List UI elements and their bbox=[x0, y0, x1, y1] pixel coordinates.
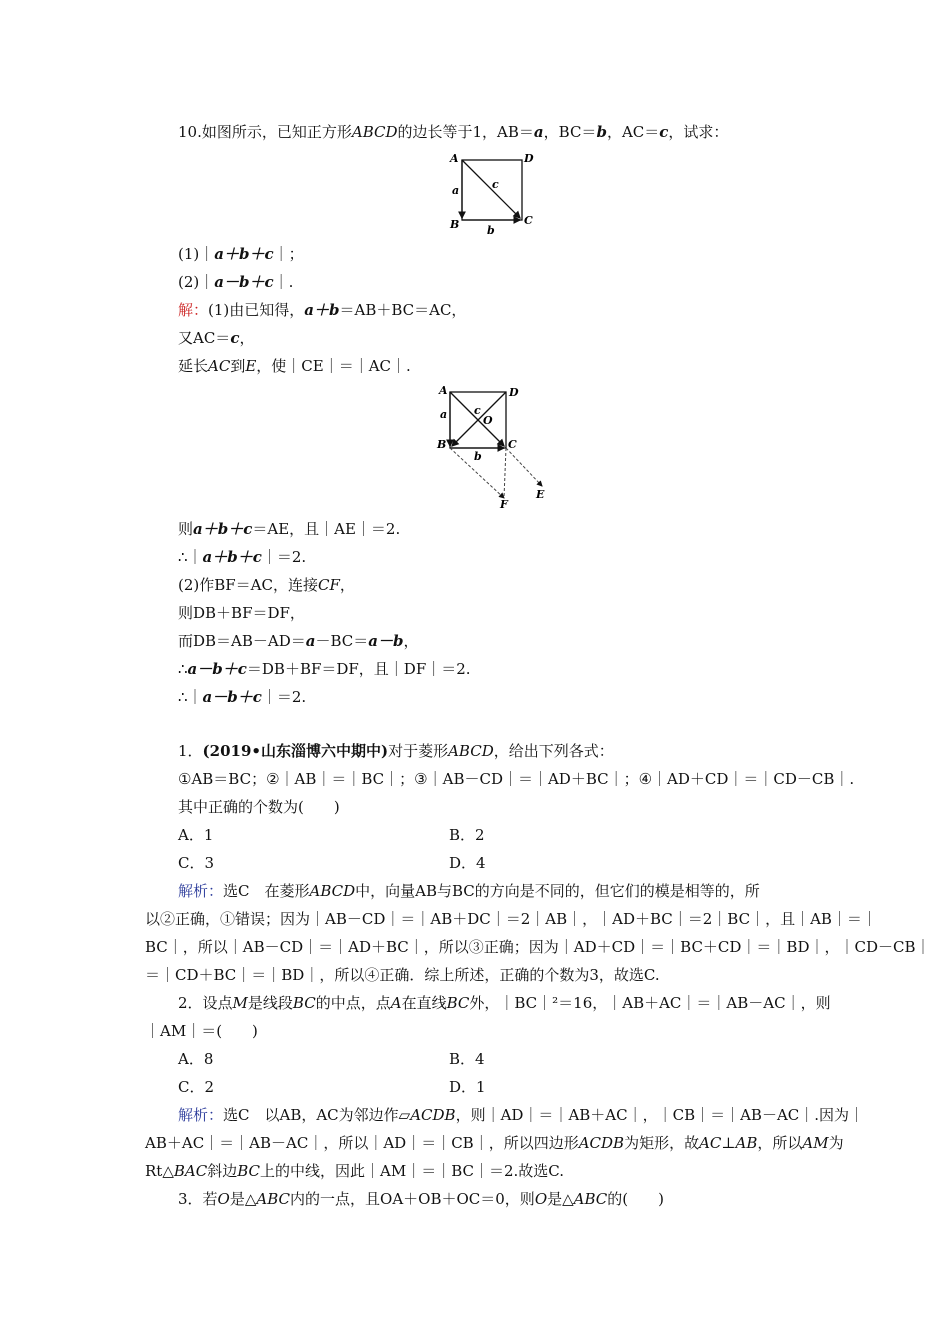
label-c: c bbox=[474, 404, 481, 417]
q1-option-a: A．1 bbox=[178, 826, 214, 844]
q1-option-c: C．3 bbox=[178, 854, 215, 872]
label-E: E bbox=[536, 488, 545, 501]
problem10-solution-line-2: 又AC＝c， bbox=[178, 329, 255, 347]
label-B: B bbox=[450, 218, 460, 231]
vector-c-arrow bbox=[450, 392, 504, 446]
label-F: F bbox=[500, 498, 508, 511]
square-figure-2 bbox=[430, 382, 560, 512]
label-a: a bbox=[452, 184, 460, 197]
dashed-cf-line bbox=[504, 448, 506, 498]
label-b: b bbox=[487, 224, 495, 237]
q1-analysis-line-3: BC｜，所以｜AB－CD｜＝｜AD＋BC｜，所以③正确；因为｜AD＋CD｜＝｜BC＋CD｜＝｜BD｜，｜CD－CB｜ bbox=[145, 938, 931, 956]
problem10-q2: (2)｜a－b＋c｜. bbox=[178, 273, 294, 291]
label-C: C bbox=[524, 214, 533, 227]
q1-analysis-line-1: 解析：选C 在菱形ABCD中，向量AB与BC的方向是不同的，但它们的模是相等的，所 bbox=[178, 882, 760, 900]
problem10-solution-line-3: 延长AC到E，使｜CE｜＝｜AC｜. bbox=[178, 357, 411, 375]
problem10-solution-line-8: 而DB＝AB－AD＝a－BC＝a－b， bbox=[178, 632, 419, 650]
label-A: A bbox=[450, 152, 459, 165]
problem10-solution-line-7: 则DB＋BF＝DF， bbox=[178, 604, 305, 622]
q2-analysis-line-1: 解析：选C 以AB，AC为邻边作▱ACDB，则｜AD｜＝｜AB＋AC｜，｜CB｜＝｜AB－AC｜.因为｜ bbox=[178, 1106, 865, 1124]
q2-analysis-line-2: AB＋AC｜＝｜AB－AC｜，所以｜AD｜＝｜CB｜，所以四边形ACDB为矩形，故AC⊥AB，所以AM为 bbox=[145, 1134, 844, 1152]
q3-stem: 3．若O是△ABC内的一点，且OA＋OB＋OC＝0，则O是△ABC的( ) bbox=[178, 1190, 665, 1208]
problem10-solution-line-1: 解：(1)由已知得，a＋b＝AB＋BC＝AC， bbox=[178, 301, 467, 319]
q1-stem: 1．(2019•山东淄博六中期中)对于菱形ABCD，给出下列各式： bbox=[178, 742, 614, 760]
q2-analysis-line-3: Rt△BAC斜边BC上的中线，因此｜AM｜＝｜BC｜＝2.故选C. bbox=[145, 1162, 564, 1180]
problem10-q1: (1)｜a＋b＋c｜； bbox=[178, 245, 304, 263]
label-a: a bbox=[440, 408, 448, 421]
vector-db-arrow bbox=[452, 392, 506, 446]
q1-option-b: B．2 bbox=[449, 826, 485, 844]
q1-option-d: D．4 bbox=[449, 854, 486, 872]
label-O: O bbox=[483, 414, 493, 427]
label-A: A bbox=[439, 384, 448, 397]
q2-stem-line-1: 2．设点M是线段BC的中点，点A在直线BC外，｜BC｜²＝16，｜AB＋AC｜＝｜AB－AC｜，则 bbox=[178, 994, 831, 1012]
label-c: c bbox=[492, 178, 499, 191]
label-C: C bbox=[508, 438, 517, 451]
q2-stem-line-2: ｜AM｜＝( ) bbox=[145, 1022, 258, 1040]
q1-analysis-line-4: ＝｜CD＋BC｜＝｜BD｜，所以④正确．综上所述，正确的个数为3，故选C. bbox=[145, 966, 660, 984]
square-figure-1 bbox=[440, 148, 540, 238]
label-D: D bbox=[524, 152, 534, 165]
problem10-solution-line-6: (2)作BF＝AC，连接CF， bbox=[178, 576, 355, 594]
q2-option-d: D．1 bbox=[449, 1078, 486, 1096]
vector-c-arrow bbox=[462, 160, 520, 218]
label-b: b bbox=[474, 450, 482, 463]
q2-option-c: C．2 bbox=[178, 1078, 215, 1096]
q1-analysis-line-2: 以②正确，①错误；因为｜AB－CD｜＝｜AB＋DC｜＝2｜AB｜，｜AD＋BC｜＝2｜BC｜，且｜AB｜＝｜ bbox=[145, 910, 877, 928]
problem10-solution-line-10: ∴｜a－b＋c｜＝2. bbox=[178, 688, 307, 706]
q2-option-b: B．4 bbox=[449, 1050, 485, 1068]
dashed-ce-arrow bbox=[506, 448, 542, 486]
problem10-solution-line-5: ∴｜a＋b＋c｜＝2. bbox=[178, 548, 307, 566]
problem10-solution-line-9: ∴a－b＋c＝DB＋BF＝DF，且｜DF｜＝2. bbox=[178, 660, 471, 678]
problem10-solution-line-4: 则a＋b＋c＝AE，且｜AE｜＝2. bbox=[178, 520, 401, 538]
q1-items: ①AB＝BC；②｜AB｜＝｜BC｜；③｜AB－CD｜＝｜AD＋BC｜；④｜AD＋CD｜＝｜CD－CB｜. bbox=[178, 770, 855, 788]
problem10-stem: 10.如图所示，已知正方形ABCD的边长等于1，AB＝a，BC＝b，AC＝c，试求： bbox=[178, 123, 729, 141]
label-D: D bbox=[509, 386, 519, 399]
q1-ask: 其中正确的个数为( ) bbox=[178, 798, 340, 816]
q2-option-a: A．8 bbox=[178, 1050, 214, 1068]
label-B: B bbox=[437, 438, 447, 451]
